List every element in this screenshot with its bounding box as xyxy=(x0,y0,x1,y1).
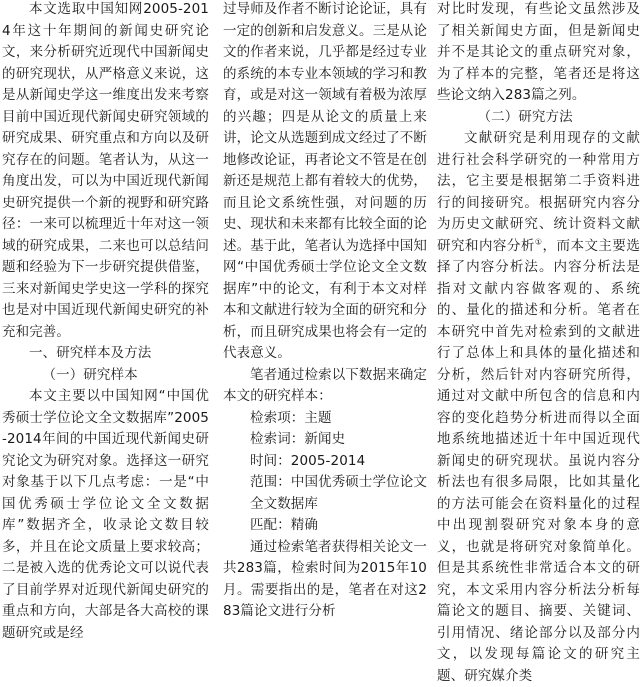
search-result-paragraph: 通过检索笔者获得相关论文一共283篇，检索时间为2015年10月。需要指出的是，笔者在对这283篇论文进行分析 xyxy=(223,538,427,619)
methods-paragraph xyxy=(437,128,640,687)
search-field-term: 检索词：新闻史 xyxy=(250,431,346,447)
samples-paragraph: 本文主要以中国知网“中国优秀硕士学位论文全文数据库”2005-2014年间的中国近现代新闻史研究论文为研究对象。选择这一研究对象基于以下几点考虑：一是“中国优秀硕士学位论文全文数据库”数据齐全，收录论文数目较多，并且在论文质量上要求较高；二是被入选的优秀论文可以说代表了目前学界对近现代新闻史研究的重点和方向，大部是各大高校的课题研究或是经 xyxy=(2,388,209,641)
search-field-match: 匹配：精确 xyxy=(250,517,318,533)
column-middle xyxy=(223,0,427,623)
search-field-time: 时间：2005-2014 xyxy=(250,452,366,469)
methods-text-part2: ，而本文主要选择了内容分析法。内容分析法是指对文献内容做客观的、系统的、量化的描述和分析。笔者在本研究中首先对检索到的文献进行了总体上和具体的量化描述和分析，然后针对内容研究所得，通过对文献中所包含的信息和内容的变化趋势分析进而得以全面地系统地描述近十年中国近现代新闻史的研究现状。虽说内容分析法也有很多局限，比如其量化的方法可能会在资料量化的过程中出现割裂研究对象本身的意义，也就是将研究对象简单化。但是其系统性非常适合本文的研究，本文采用内容分析法分析每篇论文的题目、摘要、关键词、引用情况、绪论部分以及部分内文，以发现每篇论文的研究主题、研究媒介类 xyxy=(437,237,640,684)
column-right xyxy=(437,0,640,687)
subsection-heading-methods: （二）研究方法 xyxy=(477,108,573,125)
search-field-scope: 范围：中国优秀硕士学位论文全文数据库 xyxy=(250,474,427,512)
search-intro-paragraph: 笔者通过检索以下数据来确定本文的研究样本： xyxy=(223,366,427,404)
subsection-heading-samples: （一）研究样本 xyxy=(42,366,138,383)
intro-paragraph: 本文选取中国知网2005-2014年这十年期间的新闻史研究论文，来分析研究近现代中国新闻史的研究现状，从严格意义来说，这是从新闻史学这一维度出发来考察目前中国近现代新闻史研究领域的研究成果、研究重点和方向以及研究存在的问题。笔者认为，从这一角度出发，可以为中国近现代新闻史研究提供一个新的视野和研究路径：一来可以梳理近十年对这一领域的研究成果，二来也可以总结问题和经验为下一步研究提供借鉴，三来对新闻史学史这一学科的探究也是对中国近现代新闻史研究的补充和完善。 xyxy=(2,1,209,340)
section-heading-samples-methods: 一、研究样本及方法 xyxy=(29,345,152,361)
methods-text-part1: 文献研究是利用现存的文献进行社会科学研究的一种常用方法，它主要是根据第二手资料进行的间接研究。根据研究内容分为历史文献研究、统计资料文献研究和内容分析 xyxy=(437,130,640,254)
search-field-item: 检索项：主题 xyxy=(250,409,332,426)
samples-continued-paragraph: 过导师及作者不断讨论论证，具有一定的创新和启发意义。三是从论文的作者来说，几乎都是经过专业的系统的本专业本领域的学习和教育，或是对这一领域有着极为浓厚的兴趣；四是从论文的质量上来讲，论文从选题到成文经过了不断地修改论证，再者论文不管是在创新还是规范上都有着较大的优势，而且论文系统性强，对问题的历史、现状和未来都有比较全面的论述。基于此，笔者认为选择中国知网“中国优秀硕士学位论文全文数据库”中的论文，有利于本文对样本和文献进行较为全面的研究和分析，而且研究成果也将会有一定的代表意义。 xyxy=(223,1,427,361)
footnote-marker[interactable]: ① xyxy=(534,237,543,246)
results-continued-paragraph: 对比时发现，有些论文虽然涉及了相关新闻史方面，但是新闻史并不是其论文的重点研究对象，为了样本的完整，笔者还是将这些论文纳入283篇之列。 xyxy=(437,1,640,103)
column-left xyxy=(2,0,209,644)
